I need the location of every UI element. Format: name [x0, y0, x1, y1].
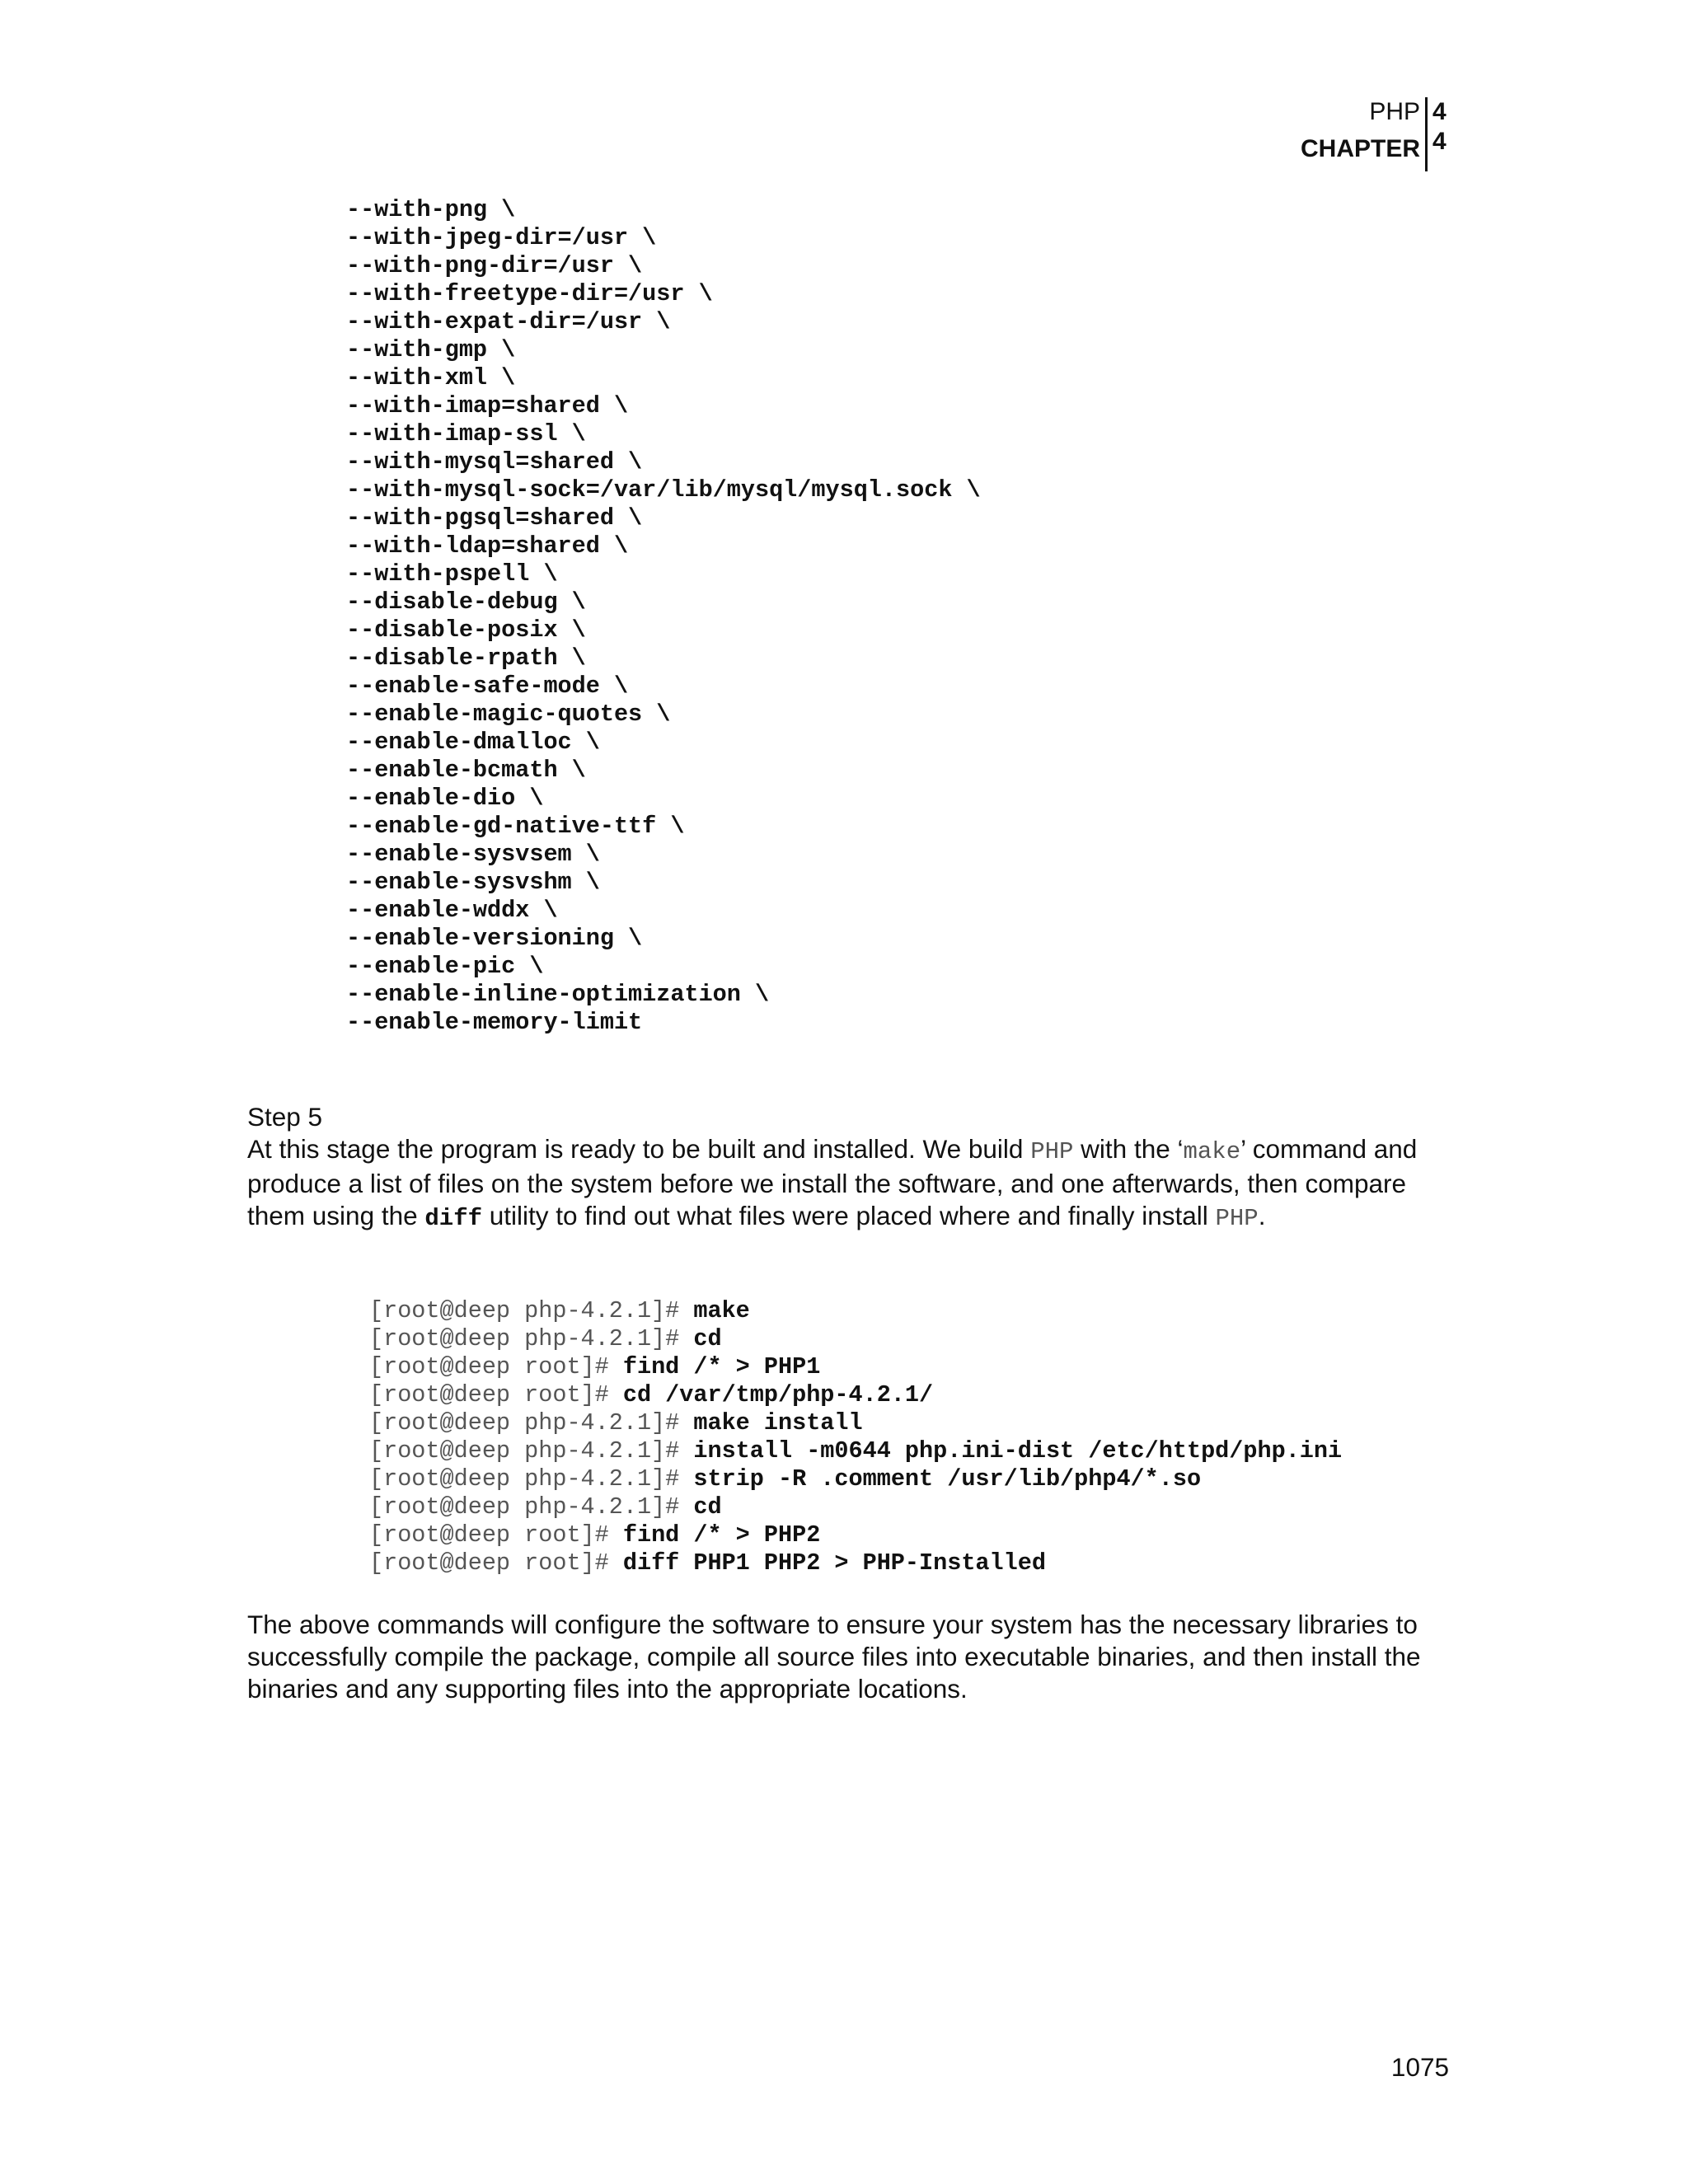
header-section-row [1369, 97, 1449, 127]
shell-command-line [369, 1381, 1342, 1409]
header-chapter-number: 4 [1425, 127, 1449, 171]
shell-prompt: [root@deep root]# [369, 1549, 623, 1577]
configure-option-line: --disable-rpath \ [346, 644, 586, 672]
step-text-2: with the ‘ [1073, 1134, 1184, 1164]
inline-code-diff: diff [424, 1205, 483, 1232]
configure-option-line: --with-png \ [346, 196, 516, 223]
step-paragraph [247, 1133, 1451, 1235]
configure-option-line: --with-freetype-dir=/usr \ [346, 280, 713, 307]
shell-command: cd /var/tmp/php-4.2.1/ [622, 1381, 934, 1408]
shell-command-line [369, 1409, 1342, 1437]
configure-option-line: --enable-sysvsem \ [346, 841, 600, 868]
step-text-3: ’ command and produce a list of files on the system before we install the software, and one afterwards, then compare them using the [247, 1134, 1418, 1230]
shell-prompt: [root@deep php-4.2.1]# [369, 1297, 694, 1324]
header-section-label: PHP [1369, 98, 1420, 125]
configure-option-line: --with-png-dir=/usr \ [346, 252, 643, 279]
shell-command: make install [693, 1409, 863, 1436]
shell-command-line [369, 1465, 1342, 1493]
configure-option-line: --enable-gd-native-ttf \ [346, 813, 685, 840]
configure-option-line: --enable-sysvshm \ [346, 869, 600, 896]
inline-code-make: make [1183, 1138, 1241, 1165]
header-chapter-label: CHAPTER [1300, 135, 1420, 162]
shell-command-line [369, 1493, 1342, 1521]
shell-prompt: [root@deep php-4.2.1]# [369, 1465, 694, 1493]
configure-option-line: --enable-wddx \ [346, 897, 558, 924]
configure-option-line: --enable-magic-quotes \ [346, 701, 671, 728]
shell-prompt: [root@deep php-4.2.1]# [369, 1325, 694, 1352]
inline-code-php: PHP [1030, 1138, 1074, 1165]
configure-option-line: --enable-versioning \ [346, 925, 643, 952]
configure-option-line: --enable-bcmath \ [346, 757, 586, 784]
shell-commands-block [369, 1297, 1342, 1577]
shell-prompt: [root@deep php-4.2.1]# [369, 1493, 694, 1521]
header-section-number: 4 [1425, 97, 1449, 127]
shell-command: diff PHP1 PHP2 > PHP-Installed [622, 1549, 1046, 1577]
shell-command: install -m0644 php.ini-dist /etc/httpd/php.ini [693, 1437, 1343, 1465]
inline-code-php-2: PHP [1215, 1205, 1259, 1232]
shell-command-line [369, 1521, 1342, 1549]
header-chapter-row [1301, 127, 1449, 171]
configure-option-line: --with-expat-dir=/usr \ [346, 308, 671, 335]
configure-option-line: --with-mysql-sock=/var/lib/mysql/mysql.sock \ [346, 476, 981, 504]
shell-prompt: [root@deep root]# [369, 1381, 623, 1408]
configure-option-line: --with-jpeg-dir=/usr \ [346, 224, 657, 251]
shell-command: strip -R .comment /usr/lib/php4/*.so [693, 1465, 1202, 1493]
shell-command-line [369, 1325, 1342, 1353]
page-number: 1075 [1390, 2052, 1449, 2082]
step-text-5: . [1258, 1201, 1266, 1230]
running-header [1301, 97, 1449, 171]
shell-prompt: [root@deep root]# [369, 1521, 623, 1549]
shell-command: find /* > PHP2 [622, 1521, 821, 1549]
configure-option-line: --with-imap=shared \ [346, 392, 629, 419]
configure-option-line: --with-mysql=shared \ [346, 448, 643, 476]
shell-command: cd [693, 1325, 722, 1352]
configure-option-line: --with-xml \ [346, 364, 516, 391]
configure-option-line: --enable-safe-mode \ [346, 673, 629, 700]
step-text-4: utility to find out what files were placed where and finally install [482, 1201, 1216, 1230]
shell-command-line [369, 1297, 1342, 1325]
configure-option-line: --disable-debug \ [346, 588, 586, 616]
shell-prompt: [root@deep php-4.2.1]# [369, 1409, 694, 1436]
shell-command: cd [693, 1493, 722, 1521]
closing-paragraph: The above commands will configure the software to ensure your system has the necessary libraries to successfully compile the package, compile all source files into executable binaries, and then install the binaries and any supporting files into the appropriate locations. [247, 1610, 1421, 1704]
shell-command: find /* > PHP1 [622, 1353, 821, 1380]
configure-option-line: --enable-pic \ [346, 953, 544, 980]
configure-options-code-block [346, 196, 981, 1037]
configure-option-line: --enable-dio \ [346, 785, 544, 812]
shell-prompt: [root@deep php-4.2.1]# [369, 1437, 694, 1465]
configure-option-line: --with-pgsql=shared \ [346, 504, 643, 532]
configure-option-line: --disable-posix \ [346, 616, 586, 644]
configure-option-line: --with-imap-ssl \ [346, 420, 586, 448]
shell-command-line [369, 1437, 1342, 1465]
shell-prompt: [root@deep root]# [369, 1353, 623, 1380]
configure-option-line: --with-ldap=shared \ [346, 532, 629, 560]
configure-option-line: --enable-dmalloc \ [346, 729, 600, 756]
configure-option-line: --with-gmp \ [346, 336, 516, 363]
step-title: Step 5 [247, 1102, 323, 1132]
configure-option-line: --with-pspell \ [346, 560, 558, 588]
shell-command-line [369, 1549, 1342, 1577]
step-text-1: At this stage the program is ready to be built and installed. We build [247, 1134, 1031, 1164]
shell-command: make [693, 1297, 750, 1324]
shell-command-line [369, 1353, 1342, 1381]
configure-option-line: --enable-memory-limit [346, 1009, 643, 1036]
configure-option-line: --enable-inline-optimization \ [346, 981, 770, 1008]
